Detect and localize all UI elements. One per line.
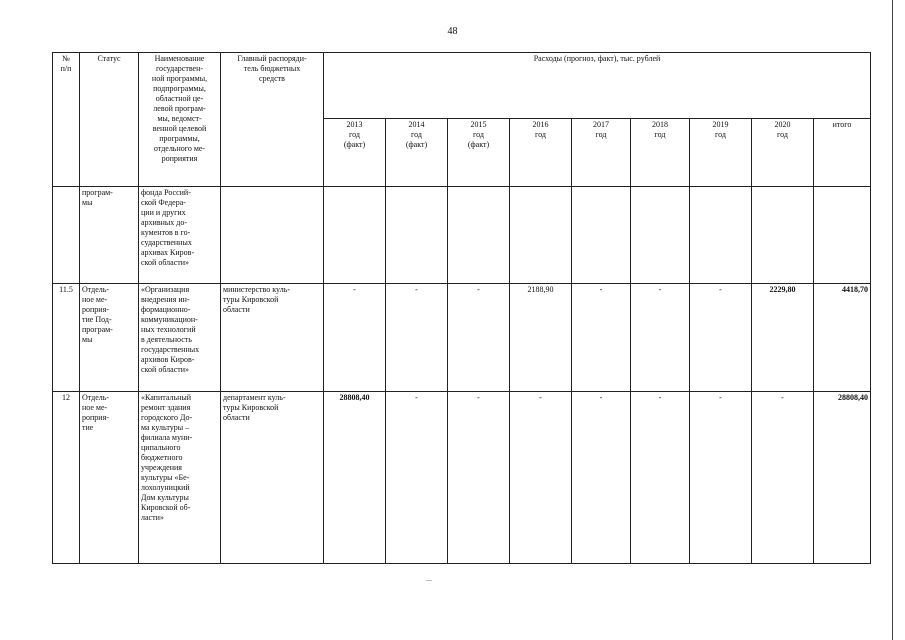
header-expenses: Расходы (прогноз, факт), тыс. рублей xyxy=(324,53,871,119)
header-year-2015: 2015 год (факт) xyxy=(448,119,510,187)
row-manager: департамент куль- туры Кировской области xyxy=(221,392,324,564)
value-2013 xyxy=(324,187,386,284)
header-year-2013: 2013 год (факт) xyxy=(324,119,386,187)
value-2019: - xyxy=(690,392,752,564)
row-name: «Организация внедрения ин- формационно- коммуникацион- ных технологий в деятельность государственных архивов Киров- ской области» xyxy=(139,284,221,392)
row-status: Отдель- ное ме- роприя- тие Под- програм- мы xyxy=(80,284,139,392)
header-manager: Главный распоряди- тель бюджетных средств xyxy=(221,53,324,187)
header-year-2017: 2017 год xyxy=(572,119,631,187)
value-2014: - xyxy=(386,392,448,564)
header-num: № п/п xyxy=(53,53,80,187)
page-number: 48 xyxy=(447,26,458,37)
value-2015: - xyxy=(448,284,510,392)
row-manager: министерство куль- туры Кировской области xyxy=(221,284,324,392)
value-2019: - xyxy=(690,284,752,392)
value-2018 xyxy=(631,187,690,284)
header-year-2019: 2019 год xyxy=(690,119,752,187)
value-2017: - xyxy=(572,392,631,564)
page-edge-rule xyxy=(892,0,893,640)
value-2018: - xyxy=(631,392,690,564)
table-row xyxy=(53,392,871,564)
header-total: итого xyxy=(814,119,871,187)
scan-artifact-mark xyxy=(426,580,432,581)
budget-table xyxy=(52,52,871,564)
table-row xyxy=(53,187,871,284)
value-2018: - xyxy=(631,284,690,392)
value-2017: - xyxy=(572,284,631,392)
value-2017 xyxy=(572,187,631,284)
row-status: Отдель- ное ме- роприя- тие xyxy=(80,392,139,564)
value-2019 xyxy=(690,187,752,284)
row-num: 11.5 xyxy=(53,284,80,392)
table-row xyxy=(53,284,871,392)
row-status: програм- мы xyxy=(80,187,139,284)
header-year-2020: 2020 год xyxy=(752,119,814,187)
row-num: 12 xyxy=(53,392,80,564)
value-total: 28808,40 xyxy=(814,392,871,564)
row-num xyxy=(53,187,80,284)
value-total xyxy=(814,187,871,284)
value-2016: 2188,90 xyxy=(510,284,572,392)
row-name: «Капитальный ремонт здания городского До- ма культуры – филиала муни- ципального бюджетного учреждения культуры «Бе- лохолуницкий Дом культуры Кировской об- ласти» xyxy=(139,392,221,564)
value-2015 xyxy=(448,187,510,284)
header-name: Наименование государствен- ной программы, подпрограммы, областной це- левой програм- мы, ведомст- венной целевой программы, отдельного ме- роприятия xyxy=(139,53,221,187)
row-manager xyxy=(221,187,324,284)
value-total: 4418,70 xyxy=(814,284,871,392)
value-2016 xyxy=(510,187,572,284)
value-2020 xyxy=(752,187,814,284)
value-2014: - xyxy=(386,284,448,392)
value-2014 xyxy=(386,187,448,284)
value-2015: - xyxy=(448,392,510,564)
value-2013: 28808,40 xyxy=(324,392,386,564)
value-2020: 2229,80 xyxy=(752,284,814,392)
value-2016: - xyxy=(510,392,572,564)
row-name: фонда Россий- ской Федера- ции и других архивных до- кументов в го- сударственных архивах Киров- ской области» xyxy=(139,187,221,284)
value-2013: - xyxy=(324,284,386,392)
header-status: Статус xyxy=(80,53,139,187)
header-year-2016: 2016 год xyxy=(510,119,572,187)
header-year-2014: 2014 год (факт) xyxy=(386,119,448,187)
value-2020: - xyxy=(752,392,814,564)
header-year-2018: 2018 год xyxy=(631,119,690,187)
